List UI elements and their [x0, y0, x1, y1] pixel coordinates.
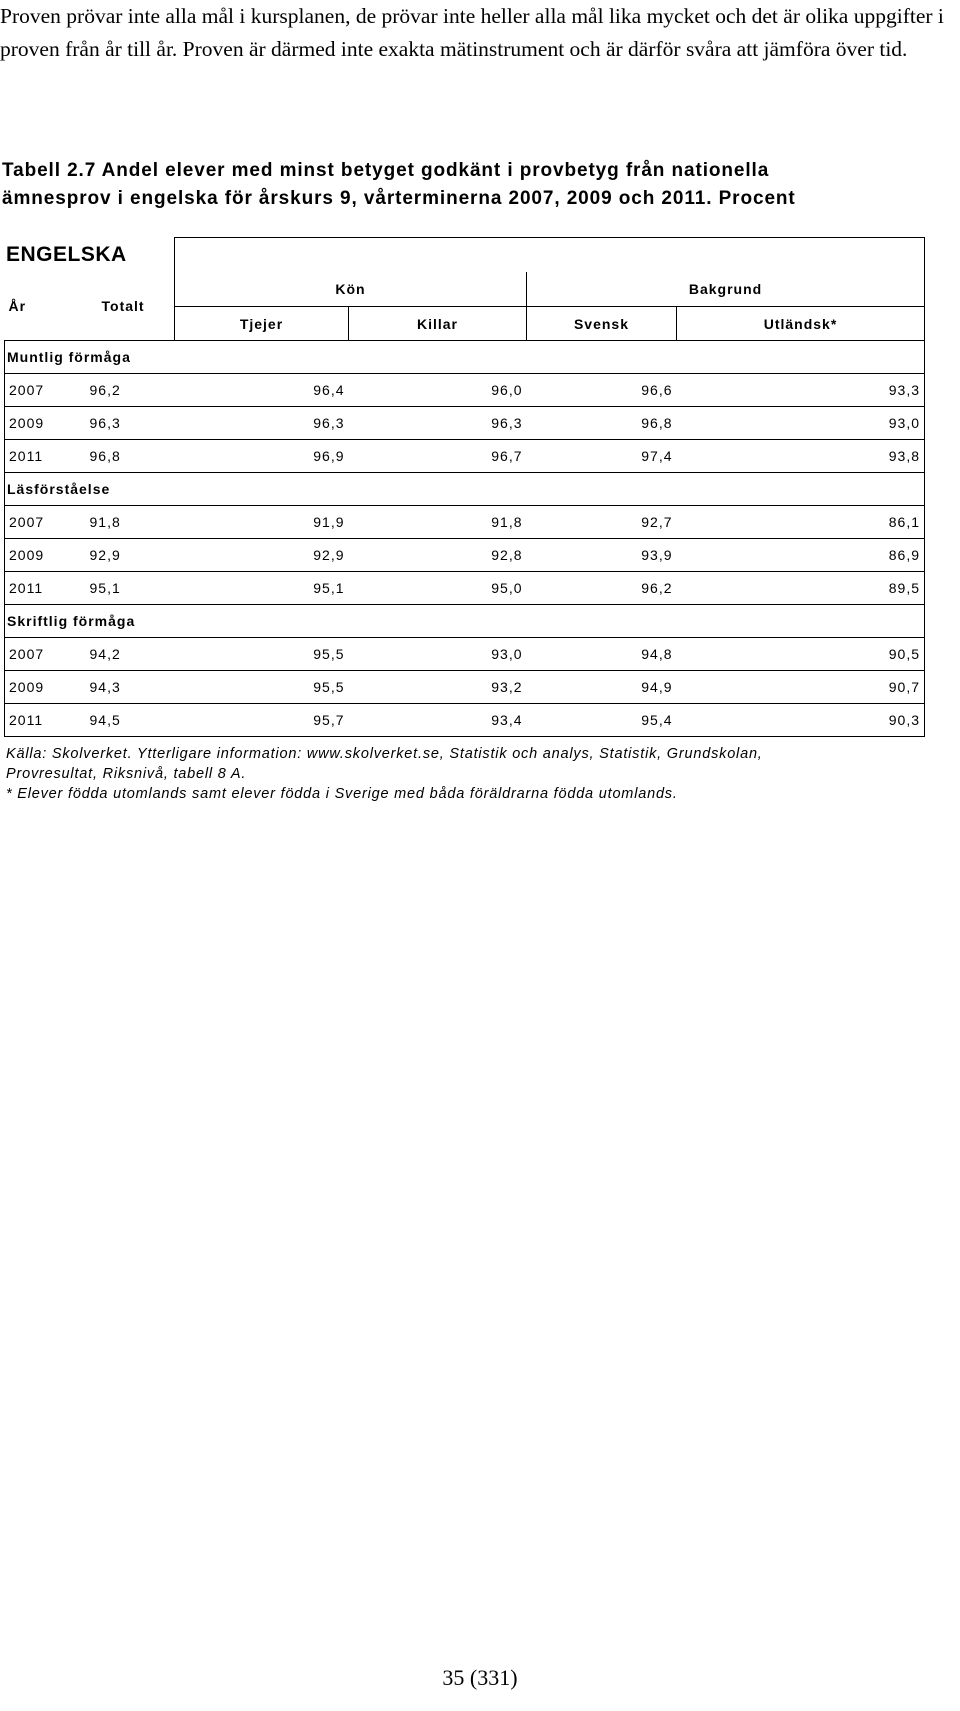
cell-total: 92,9 [80, 539, 175, 572]
cell-value: 92,8 [349, 539, 527, 572]
cell-value: 95,0 [349, 572, 527, 605]
cell-total: 96,8 [80, 440, 175, 473]
cell-value: 96,6 [527, 374, 677, 407]
page-number: 35 (331) [442, 1665, 518, 1690]
cell-value: 95,5 [175, 638, 349, 671]
cell-value: 91,9 [175, 506, 349, 539]
header-bakgrund: Bakgrund [527, 272, 925, 307]
cell-total: 94,3 [80, 671, 175, 704]
header-utlandsk: Utländsk* [677, 307, 925, 341]
cell-value: 90,3 [677, 704, 925, 737]
table-row [5, 704, 925, 737]
table-caption [2, 157, 957, 213]
header-kon: Kön [175, 272, 527, 307]
table-row [5, 506, 925, 539]
table-caption-line-2: ämnesprov i engelska för årskurs 9, vårterminerna 2007, 2009 och 2011. Procent [2, 188, 796, 209]
header-year: År [8, 298, 27, 314]
cell-total: 91,8 [80, 506, 175, 539]
section-header: Muntlig förmåga [5, 341, 925, 374]
cell-value: 97,4 [527, 440, 677, 473]
cell-total: 94,2 [80, 638, 175, 671]
cell-value: 92,9 [175, 539, 349, 572]
cell-value: 93,2 [349, 671, 527, 704]
cell-value: 96,2 [527, 572, 677, 605]
cell-total: 96,3 [80, 407, 175, 440]
section-header: Skriftlig förmåga [5, 605, 925, 638]
cell-value: 86,9 [677, 539, 925, 572]
source-note-line-2: Provresultat, Riksnivå, tabell 8 A. [6, 766, 247, 782]
section-header: Läsförståelse [5, 473, 925, 506]
cell-year: 2007 [5, 506, 80, 539]
table-row [5, 539, 925, 572]
cell-value: 86,1 [677, 506, 925, 539]
source-note-line-1: Källa: Skolverket. Ytterligare information: www.skolverket.se, Statistik och analys, Statistik, Grundskolan, [6, 746, 763, 762]
header-svensk: Svensk [527, 307, 677, 341]
cell-year: 2009 [5, 539, 80, 572]
cell-total: 96,2 [80, 374, 175, 407]
cell-value: 95,5 [175, 671, 349, 704]
cell-value: 90,5 [677, 638, 925, 671]
cell-value: 89,5 [677, 572, 925, 605]
cell-total: 94,5 [80, 704, 175, 737]
table-row [5, 638, 925, 671]
cell-year: 2009 [5, 407, 80, 440]
cell-value: 94,8 [527, 638, 677, 671]
table-row [5, 407, 925, 440]
cell-value: 93,8 [677, 440, 925, 473]
table-row [5, 671, 925, 704]
cell-value: 96,4 [175, 374, 349, 407]
cell-value: 95,1 [175, 572, 349, 605]
cell-value: 96,9 [175, 440, 349, 473]
table-row [5, 374, 925, 407]
cell-year: 2011 [5, 572, 80, 605]
cell-value: 96,0 [349, 374, 527, 407]
table-row [5, 572, 925, 605]
table-caption-line-1: Tabell 2.7 Andel elever med minst betyget godkänt i provbetyg från nationella [2, 160, 770, 181]
cell-value: 96,3 [175, 407, 349, 440]
cell-value: 93,4 [349, 704, 527, 737]
cell-value: 95,4 [527, 704, 677, 737]
cell-value: 95,7 [175, 704, 349, 737]
results-table [4, 237, 925, 737]
cell-year: 2007 [5, 374, 80, 407]
intro-paragraph: Proven prövar inte alla mål i kursplanen, de prövar inte heller alla mål lika mycket och det är olika uppgifter i proven från år till år. Proven är därmed inte exakta mätinstrument och är därför svåra att jämföra över tid. [0, 4, 944, 61]
cell-value: 93,0 [349, 638, 527, 671]
table-title: ENGELSKA [6, 243, 127, 266]
header-total: Totalt [101, 298, 145, 314]
cell-value: 92,7 [527, 506, 677, 539]
cell-value: 96,7 [349, 440, 527, 473]
table-row [5, 440, 925, 473]
cell-total: 95,1 [80, 572, 175, 605]
cell-value: 93,9 [527, 539, 677, 572]
cell-value: 90,7 [677, 671, 925, 704]
header-tjejer: Tjejer [175, 307, 349, 341]
cell-value: 93,0 [677, 407, 925, 440]
cell-value: 96,3 [349, 407, 527, 440]
cell-year: 2007 [5, 638, 80, 671]
table-notes [6, 744, 956, 804]
cell-value: 91,8 [349, 506, 527, 539]
cell-year: 2011 [5, 704, 80, 737]
cell-value: 94,9 [527, 671, 677, 704]
cell-value: 93,3 [677, 374, 925, 407]
cell-year: 2011 [5, 440, 80, 473]
cell-value: 96,8 [527, 407, 677, 440]
header-killar: Killar [349, 307, 527, 341]
footnote: * Elever födda utomlands samt elever födda i Sverige med båda föräldrarna födda utomlands. [6, 786, 678, 802]
cell-year: 2009 [5, 671, 80, 704]
